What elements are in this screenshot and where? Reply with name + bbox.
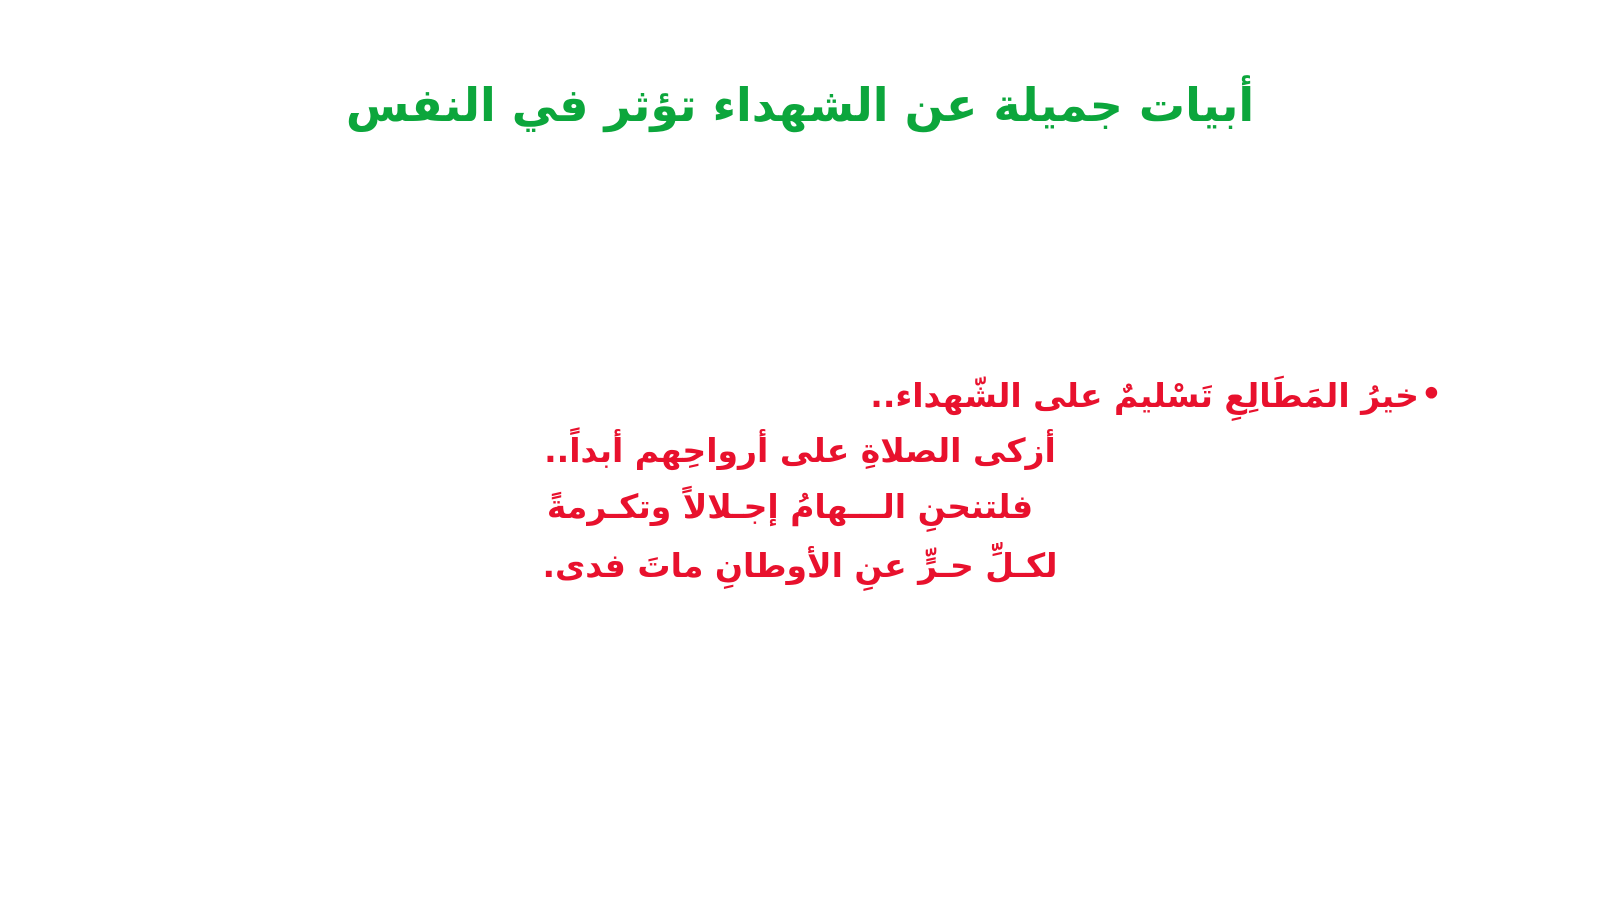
bullet-icon: •: [1420, 374, 1442, 413]
verse-text: لكـلِّ حـرٍّ عنِ الأوطانِ ماتَ فدى.: [542, 545, 1058, 585]
verse-text: فلتنحنِ الـــهامُ إجـلالاً وتكـرمةً: [546, 487, 1034, 527]
list-item: [140, 429, 1460, 474]
verse-text: أزكى الصلاةِ على أرواحِهم أبداً..: [544, 430, 1056, 470]
page-title: أبيات جميلة عن الشهداء تؤثر في النفس: [345, 78, 1255, 132]
list-item: [140, 372, 1460, 419]
list-item: [140, 485, 1460, 530]
poem-body: [140, 372, 1460, 588]
list-item: [140, 544, 1460, 589]
verse-text: خيرُ المَطَالِعِ تَسْليمٌ على الشّهداء..: [870, 376, 1419, 415]
